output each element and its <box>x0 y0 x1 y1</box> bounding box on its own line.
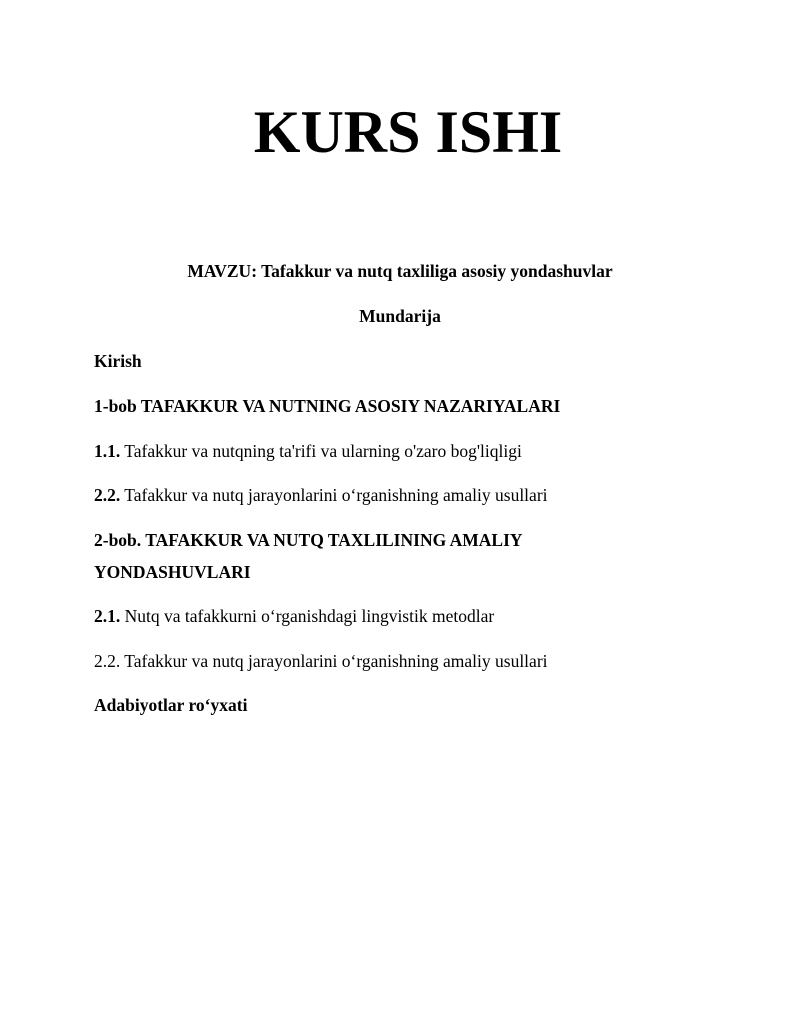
toc-item-number: 2.2. <box>94 485 121 505</box>
toc-item-text: Nutq va tafakkurni o‘rganishdagi lingvistik metodlar <box>120 606 495 626</box>
toc-item-2-1 <box>94 605 494 627</box>
toc-item-1-1 <box>94 440 522 462</box>
toc-references: Adabiyotlar ro‘yxati <box>94 695 248 715</box>
toc-intro: Kirish <box>94 351 142 371</box>
toc-item-number: 1.1. <box>94 441 121 461</box>
toc-item-text: Tafakkur va nutqning ta'rifi va ularning o'zaro bog'liqligi <box>120 441 522 461</box>
toc-item-1-2 <box>94 484 548 506</box>
toc-chapter-1: 1-bob TAFAKKUR VA NUTNING ASOSIY NAZARIYALARI <box>94 396 561 416</box>
toc-item-text: Tafakkur va nutq jarayonlarini o‘rganishning amaliy usullari <box>120 485 548 505</box>
toc-item-2-2: 2.2. Tafakkur va nutq jarayonlarini o‘rganishning amaliy usullari <box>94 651 548 671</box>
toc-item-number: 2.1. <box>94 606 121 626</box>
topic-line: MAVZU: Tafakkur va nutq taxliliga asosiy yondashuvlar <box>187 261 613 281</box>
toc-chapter-2-line-2: YONDASHUVLARI <box>94 562 251 582</box>
document-title: KURS ISHI <box>253 99 563 165</box>
toc-chapter-2-line-1: 2-bob. TAFAKKUR VA NUTQ TAXLILINING AMALIY <box>94 530 523 550</box>
contents-heading: Mundarija <box>359 306 441 326</box>
